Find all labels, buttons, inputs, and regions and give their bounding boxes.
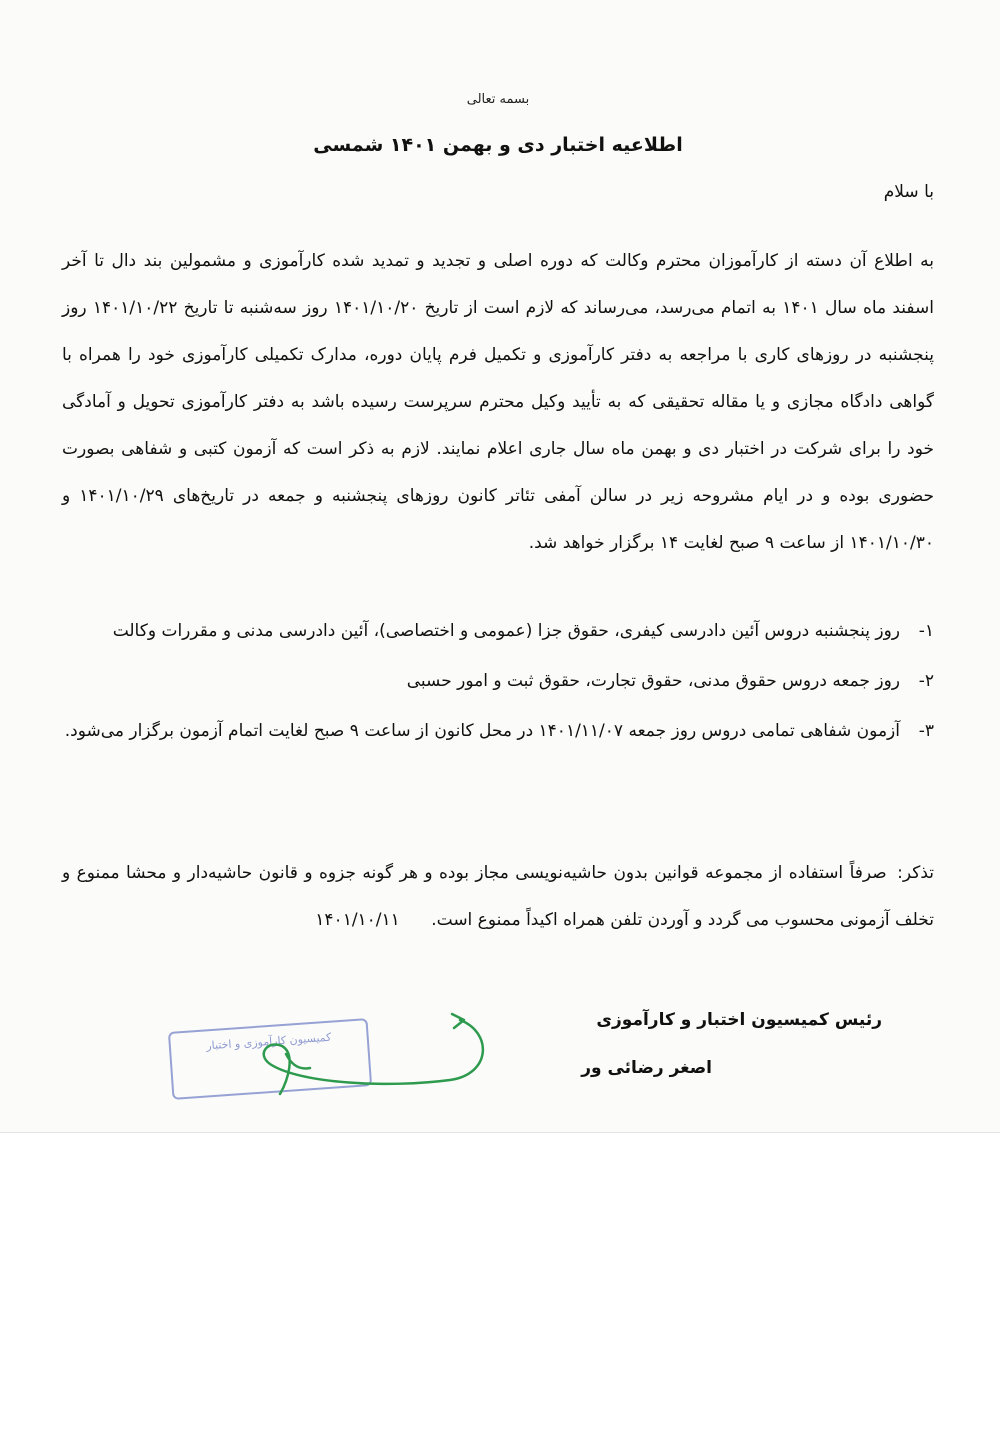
list-item-number: ۱- [918,621,934,641]
body-paragraph: به اطلاع آن دسته از کارآموزان محترم وکالت که دوره اصلی و تجدید و تمدید شده کارآموزی و مشمولین بند دال تا آخر اسفند ماه سال ۱۴۰۱ به اتمام می‌رسد، می‌رساند که لازم است از تاریخ ۱۴۰۱/۱۰/۲۰ روز سه‌شنبه تا تاریخ ۱۴۰۱/۱۰/۲۲ روز پنجشنبه در روزهای کاری با مراجعه به دفتر کارآموزی و تکمیل فرم پایان دوره، مدارک تکمیلی کارآموزی خود را همراه با گواهی دادگاه مجازی و یا مقاله تحقیقی که به تأیید وکیل محترم سرپرست رسیده باشد به دفتر کارآموزی تحویل و آمادگی خود را برای شرکت در اختبار دی و بهمن ماه سال جاری اعلام نمایند. لازم به ذکر است که آزمون کتبی و شفاهی بصورت حضوری بوده و در ایام مشروحه زیر در سالن آمفی تئاتر کانون روزهای پنجشنبه و جمعه در تاریخ‌های ۱۴۰۱/۱۰/۲۹ و ۱۴۰۱/۱۰/۳۰ از ساعت ۹ صبح لغایت ۱۴ برگزار خواهد شد. [62,251,934,553]
signature-stroke [264,1020,483,1094]
exam-schedule-list [62,612,934,762]
list-item [62,662,934,700]
list-item [62,712,934,750]
list-item-text: آزمون شفاهی تمامی دروس روز جمعه ۱۴۰۱/۱۱/۰۷ در محل کانون از ساعت ۹ صبح لغایت اتمام آزمون برگزار می‌شود. [64,721,900,741]
handwritten-signature [120,1010,500,1120]
stamp-text: کمیسیون کارآموزی و اختبار [205,1030,332,1053]
signature-arrow [452,1014,464,1028]
signatory-name: اصغر رضائی ور [581,1058,712,1078]
note-text: صرفاً استفاده از مجموعه قوانین بدون حاشیه‌نویسی مجاز بوده و هر گونه جزوه و قانون حاشیه‌دار و محشا ممنوع و تخلف آزمونی محسوب می گردد و آوردن تلفن همراه اکیداً ممنوع است. [62,863,934,930]
list-item-number: ۲- [918,671,934,691]
list-item-number: ۳- [918,721,934,741]
document-date: ۱۴۰۱/۱۰/۱۱ [315,910,400,930]
list-item-text: روز پنجشنبه دروس آئین دادرسی کیفری، حقوق جزا (عمومی و اختصاصی)، آئین دادرسی مدنی و مقررات وکالت [112,621,900,641]
document-title: اطلاعیه اختبار دی و بهمن ۱۴۰۱ شمسی [313,134,683,156]
list-item [62,612,934,650]
greeting: با سلام [883,182,934,202]
bismillah-heading: بسمه تعالی [466,92,530,107]
list-item-text: روز جمعه دروس حقوق مدنی، حقوق تجارت، حقوق ثبت و امور حسبی [406,671,900,691]
note-paragraph [62,850,934,944]
note-label: تذکر: [897,863,935,883]
signatory-title: رئیس کمیسیون اختبار و کارآموزی [596,1010,882,1030]
document-page [62,0,934,1132]
